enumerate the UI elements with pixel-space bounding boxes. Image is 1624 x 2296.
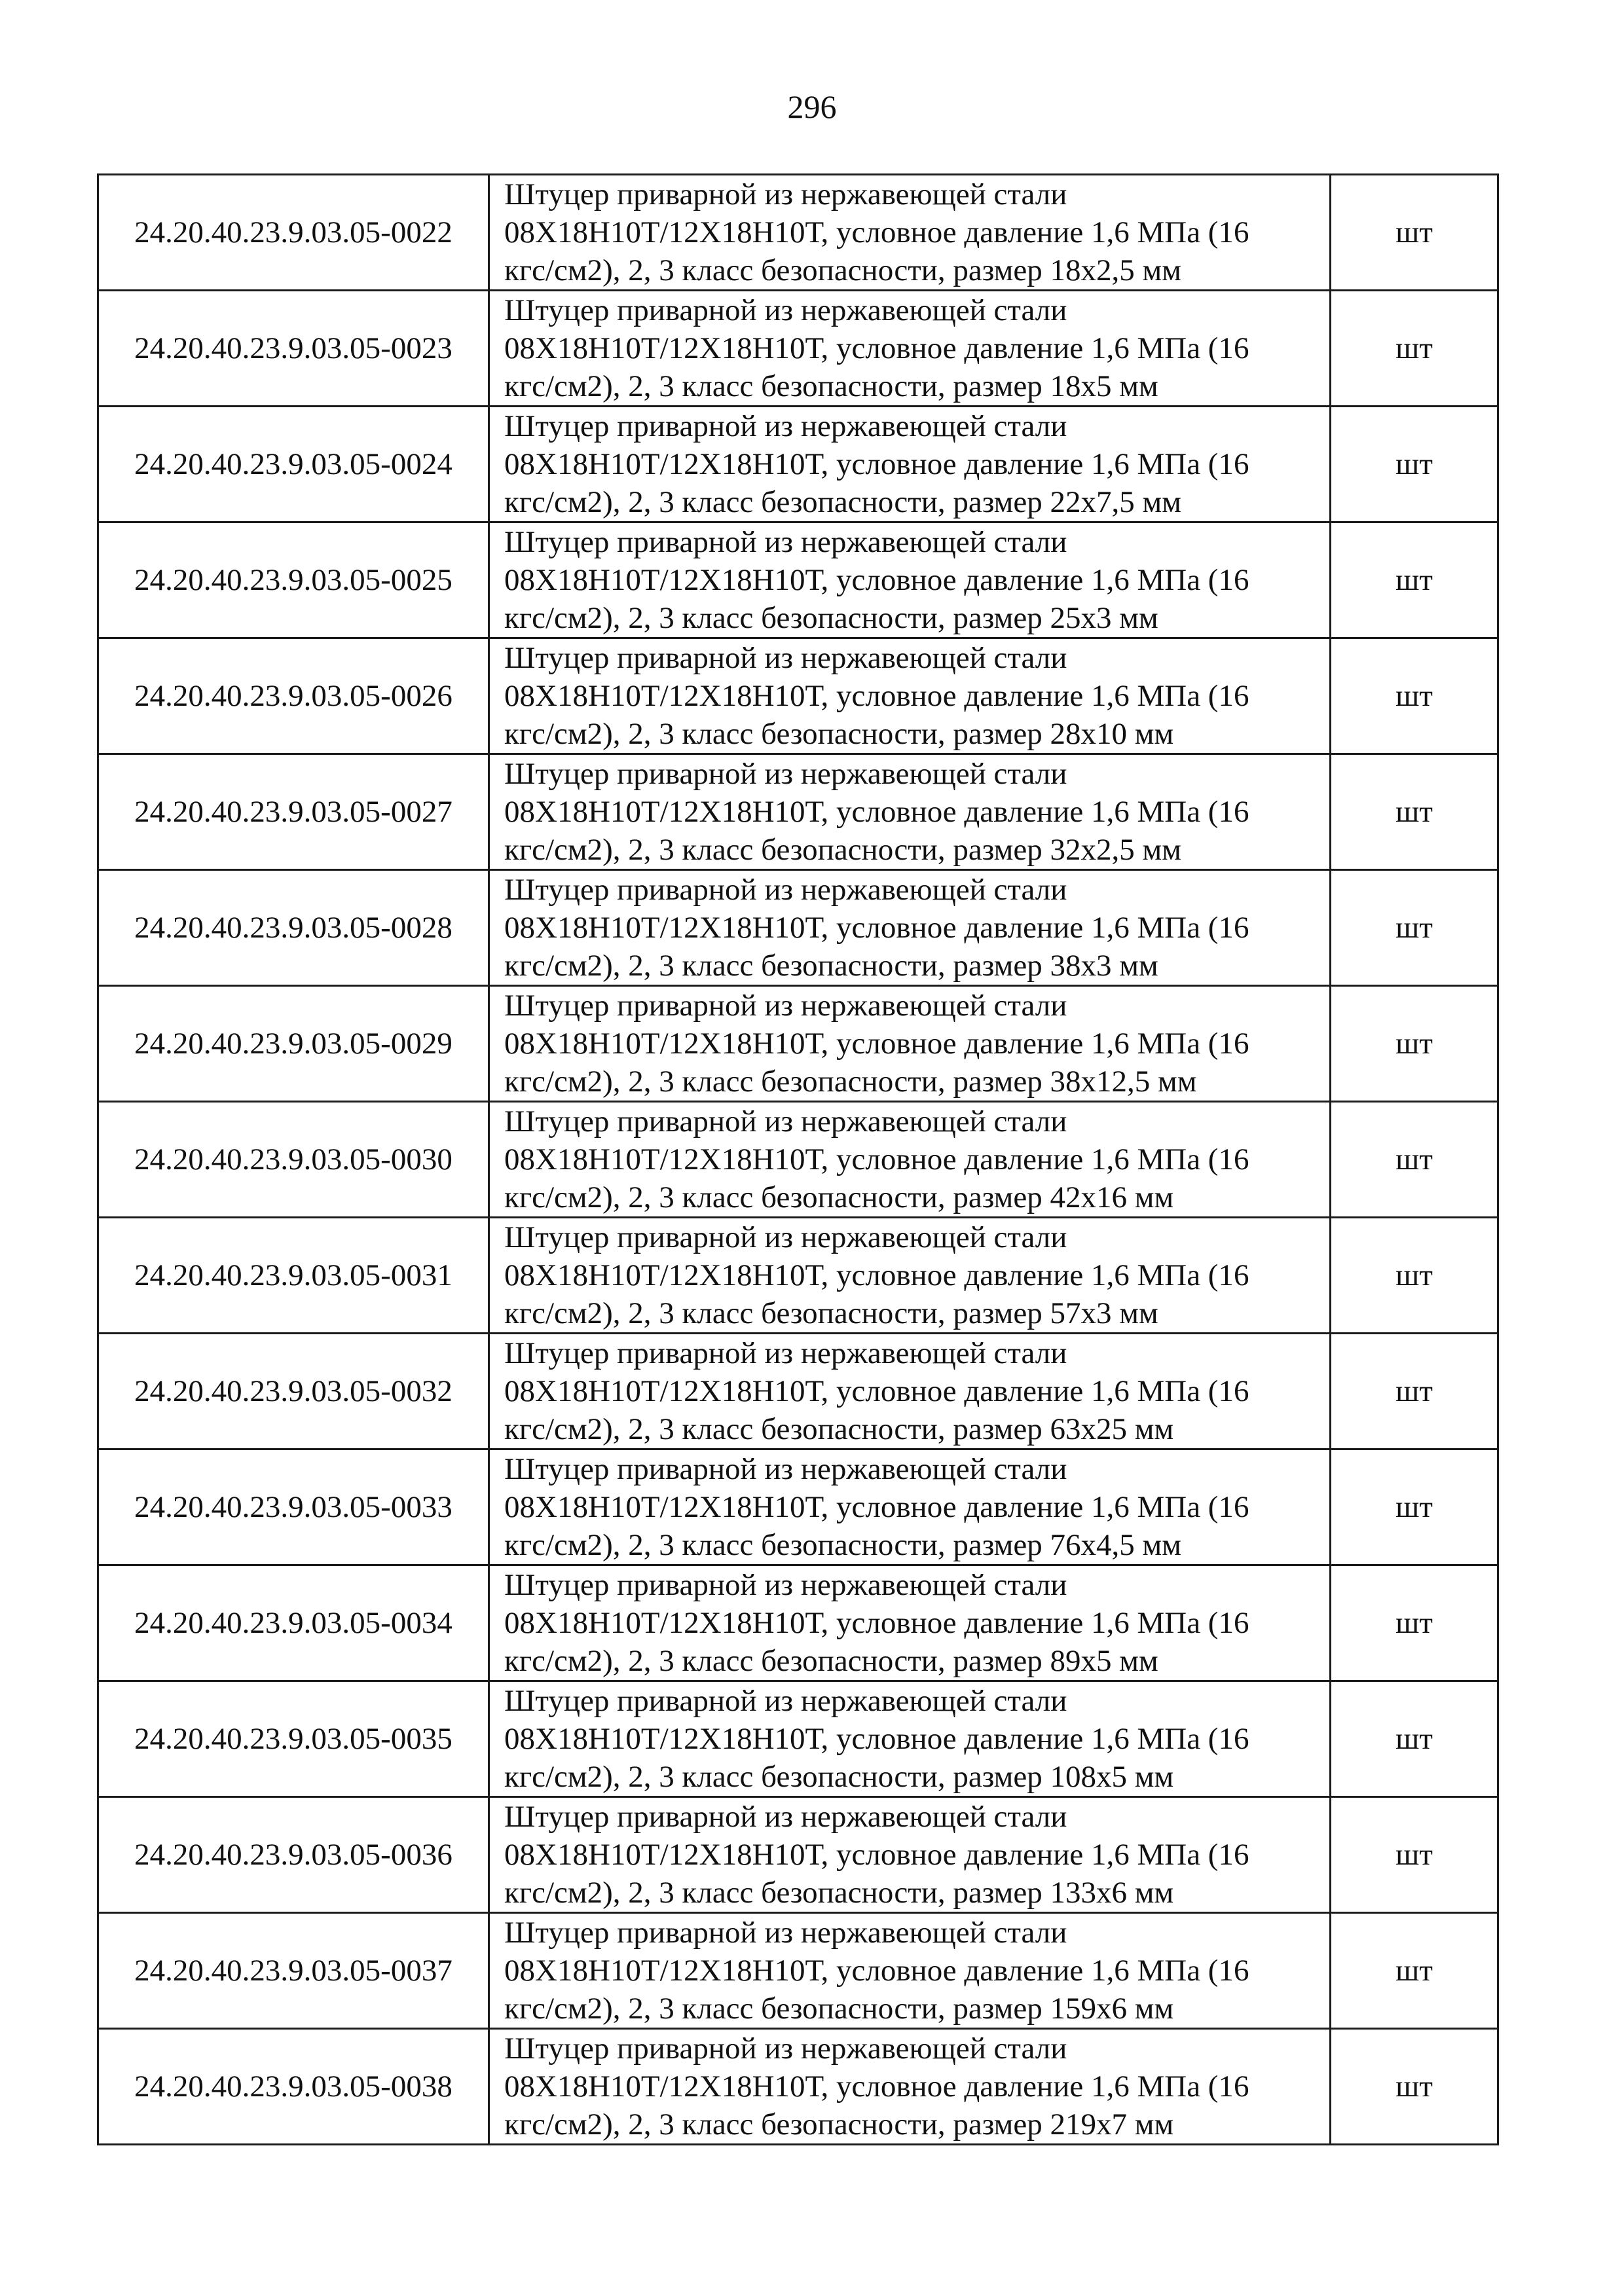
description-line: кгс/см2), 2, 3 класс безопасности, размер 89х5 мм <box>504 1644 1158 1678</box>
description-line: Штуцер приварной из нержавеющей стали <box>504 873 1067 907</box>
item-code-cell: 24.20.40.23.9.03.05-0024 <box>98 407 489 522</box>
item-code-cell: 24.20.40.23.9.03.05-0025 <box>98 522 489 638</box>
unit-cell: шт <box>1331 522 1498 638</box>
unit-cell: шт <box>1331 754 1498 870</box>
item-code-cell: 24.20.40.23.9.03.05-0030 <box>98 1102 489 1218</box>
description-line: кгс/см2), 2, 3 класс безопасности, размер 18х5 мм <box>504 369 1158 403</box>
description-line: кгс/см2), 2, 3 класс безопасности, размер 108х5 мм <box>504 1760 1174 1794</box>
description-line: Штуцер приварной из нержавеющей стали <box>504 1568 1067 1602</box>
description-line: Штуцер приварной из нержавеющей стали <box>504 1336 1067 1370</box>
description-line: кгс/см2), 2, 3 класс безопасности, размер 25х3 мм <box>504 601 1158 635</box>
item-description-cell <box>489 1913 1331 2029</box>
description-line: кгс/см2), 2, 3 класс безопасности, размер 38х3 мм <box>504 949 1158 983</box>
description-line: Штуцер приварной из нержавеющей стали <box>504 1220 1067 1254</box>
description-line: кгс/см2), 2, 3 класс безопасности, размер 42х16 мм <box>504 1180 1174 1214</box>
table-row <box>98 1681 1498 1797</box>
item-code-cell: 24.20.40.23.9.03.05-0038 <box>98 2029 489 2145</box>
item-description-cell <box>489 1218 1331 1334</box>
description-line: 08Х18Н10Т/12Х18Н10Т, условное давление 1,6 МПа (16 <box>504 1954 1249 1988</box>
description-line: кгс/см2), 2, 3 класс безопасности, размер 63х25 мм <box>504 1412 1174 1446</box>
specification-table <box>97 173 1499 2145</box>
description-line: кгс/см2), 2, 3 класс безопасности, размер 28х10 мм <box>504 717 1174 751</box>
table-row <box>98 1797 1498 1913</box>
unit-cell: шт <box>1331 1681 1498 1797</box>
description-line: Штуцер приварной из нержавеющей стали <box>504 2032 1067 2066</box>
item-description-cell <box>489 1102 1331 1218</box>
item-description-cell <box>489 407 1331 522</box>
table-body <box>98 175 1498 2145</box>
item-description-cell <box>489 1565 1331 1681</box>
item-code-cell: 24.20.40.23.9.03.05-0031 <box>98 1218 489 1334</box>
item-description-cell <box>489 1334 1331 1449</box>
item-description-cell <box>489 522 1331 638</box>
table-row <box>98 291 1498 407</box>
table-row <box>98 1218 1498 1334</box>
table-row <box>98 870 1498 986</box>
description-line: 08Х18Н10Т/12Х18Н10Т, условное давление 1,6 МПа (16 <box>504 679 1249 713</box>
description-line: 08Х18Н10Т/12Х18Н10Т, условное давление 1,6 МПа (16 <box>504 563 1249 597</box>
description-line: 08Х18Н10Т/12Х18Н10Т, условное давление 1,6 МПа (16 <box>504 215 1249 249</box>
description-line: кгс/см2), 2, 3 класс безопасности, размер 32х2,5 мм <box>504 833 1182 867</box>
unit-cell: шт <box>1331 1913 1498 2029</box>
description-line: 08Х18Н10Т/12Х18Н10Т, условное давление 1,6 МПа (16 <box>504 1838 1249 1872</box>
description-line: Штуцер приварной из нержавеющей стали <box>504 177 1067 211</box>
unit-cell: шт <box>1331 1334 1498 1449</box>
table-row <box>98 638 1498 754</box>
unit-cell: шт <box>1331 291 1498 407</box>
table-row <box>98 1449 1498 1565</box>
item-description-cell <box>489 2029 1331 2145</box>
description-line: Штуцер приварной из нержавеющей стали <box>504 525 1067 559</box>
description-line: кгс/см2), 2, 3 класс безопасности, размер 38х12,5 мм <box>504 1065 1197 1099</box>
item-code-cell: 24.20.40.23.9.03.05-0028 <box>98 870 489 986</box>
unit-cell: шт <box>1331 407 1498 522</box>
item-code-cell: 24.20.40.23.9.03.05-0032 <box>98 1334 489 1449</box>
item-description-cell <box>489 754 1331 870</box>
description-line: Штуцер приварной из нержавеющей стали <box>504 1916 1067 1950</box>
table-row <box>98 1334 1498 1449</box>
item-code-cell: 24.20.40.23.9.03.05-0029 <box>98 986 489 1102</box>
item-description-cell <box>489 870 1331 986</box>
item-description-cell <box>489 291 1331 407</box>
item-code-cell: 24.20.40.23.9.03.05-0036 <box>98 1797 489 1913</box>
unit-cell: шт <box>1331 2029 1498 2145</box>
description-line: 08Х18Н10Т/12Х18Н10Т, условное давление 1,6 МПа (16 <box>504 1606 1249 1640</box>
description-line: 08Х18Н10Т/12Х18Н10Т, условное давление 1,6 МПа (16 <box>504 1722 1249 1756</box>
item-code-cell: 24.20.40.23.9.03.05-0027 <box>98 754 489 870</box>
description-line: Штуцер приварной из нержавеющей стали <box>504 293 1067 327</box>
item-description-cell <box>489 638 1331 754</box>
item-code-cell: 24.20.40.23.9.03.05-0033 <box>98 1449 489 1565</box>
description-line: кгс/см2), 2, 3 класс безопасности, размер 57х3 мм <box>504 1296 1158 1330</box>
table-row <box>98 175 1498 291</box>
description-line: кгс/см2), 2, 3 класс безопасности, размер 76х4,5 мм <box>504 1528 1182 1562</box>
item-code-cell: 24.20.40.23.9.03.05-0037 <box>98 1913 489 2029</box>
description-line: Штуцер приварной из нержавеющей стали <box>504 641 1067 675</box>
unit-cell: шт <box>1331 1449 1498 1565</box>
description-line: 08Х18Н10Т/12Х18Н10Т, условное давление 1,6 МПа (16 <box>504 795 1249 829</box>
item-code-cell: 24.20.40.23.9.03.05-0034 <box>98 1565 489 1681</box>
description-line: 08Х18Н10Т/12Х18Н10Т, условное давление 1,6 МПа (16 <box>504 1258 1249 1292</box>
description-line: 08Х18Н10Т/12Х18Н10Т, условное давление 1,6 МПа (16 <box>504 447 1249 481</box>
unit-cell: шт <box>1331 1102 1498 1218</box>
item-description-cell <box>489 1449 1331 1565</box>
description-line: кгс/см2), 2, 3 класс безопасности, размер 18х2,5 мм <box>504 253 1182 287</box>
table-row <box>98 522 1498 638</box>
unit-cell: шт <box>1331 1565 1498 1681</box>
table-row <box>98 754 1498 870</box>
unit-cell: шт <box>1331 638 1498 754</box>
table-row <box>98 1913 1498 2029</box>
unit-cell: шт <box>1331 986 1498 1102</box>
description-line: кгс/см2), 2, 3 класс безопасности, размер 159х6 мм <box>504 1992 1174 2026</box>
description-line: Штуцер приварной из нержавеющей стали <box>504 409 1067 443</box>
table-row <box>98 407 1498 522</box>
description-line: 08Х18Н10Т/12Х18Н10Т, условное давление 1,6 МПа (16 <box>504 1374 1249 1408</box>
table-row <box>98 1102 1498 1218</box>
item-description-cell <box>489 1797 1331 1913</box>
description-line: Штуцер приварной из нержавеющей стали <box>504 1800 1067 1834</box>
description-line: 08Х18Н10Т/12Х18Н10Т, условное давление 1,6 МПа (16 <box>504 1027 1249 1061</box>
description-line: 08Х18Н10Т/12Х18Н10Т, условное давление 1,6 МПа (16 <box>504 2069 1249 2104</box>
item-code-cell: 24.20.40.23.9.03.05-0035 <box>98 1681 489 1797</box>
item-description-cell <box>489 175 1331 291</box>
description-line: 08Х18Н10Т/12Х18Н10Т, условное давление 1,6 МПа (16 <box>504 911 1249 945</box>
item-description-cell <box>489 1681 1331 1797</box>
table-row <box>98 1565 1498 1681</box>
unit-cell: шт <box>1331 870 1498 986</box>
description-line: Штуцер приварной из нержавеющей стали <box>504 757 1067 791</box>
table-row <box>98 986 1498 1102</box>
item-code-cell: 24.20.40.23.9.03.05-0026 <box>98 638 489 754</box>
page-number: 296 <box>787 88 837 125</box>
unit-cell: шт <box>1331 175 1498 291</box>
description-line: 08Х18Н10Т/12Х18Н10Т, условное давление 1,6 МПа (16 <box>504 1490 1249 1524</box>
description-line: кгс/см2), 2, 3 класс безопасности, размер 133х6 мм <box>504 1876 1174 1910</box>
description-line: кгс/см2), 2, 3 класс безопасности, размер 219х7 мм <box>504 2107 1174 2141</box>
unit-cell: шт <box>1331 1218 1498 1334</box>
description-line: Штуцер приварной из нержавеющей стали <box>504 1452 1067 1486</box>
item-description-cell <box>489 986 1331 1102</box>
unit-cell: шт <box>1331 1797 1498 1913</box>
description-line: Штуцер приварной из нержавеющей стали <box>504 1104 1067 1139</box>
description-line: 08Х18Н10Т/12Х18Н10Т, условное давление 1,6 МПа (16 <box>504 1142 1249 1176</box>
table-row <box>98 2029 1498 2145</box>
description-line: кгс/см2), 2, 3 класс безопасности, размер 22х7,5 мм <box>504 485 1182 519</box>
description-line: 08Х18Н10Т/12Х18Н10Т, условное давление 1,6 МПа (16 <box>504 331 1249 365</box>
description-line: Штуцер приварной из нержавеющей стали <box>504 1684 1067 1718</box>
item-code-cell: 24.20.40.23.9.03.05-0023 <box>98 291 489 407</box>
item-code-cell: 24.20.40.23.9.03.05-0022 <box>98 175 489 291</box>
description-line: Штуцер приварной из нержавеющей стали <box>504 989 1067 1023</box>
